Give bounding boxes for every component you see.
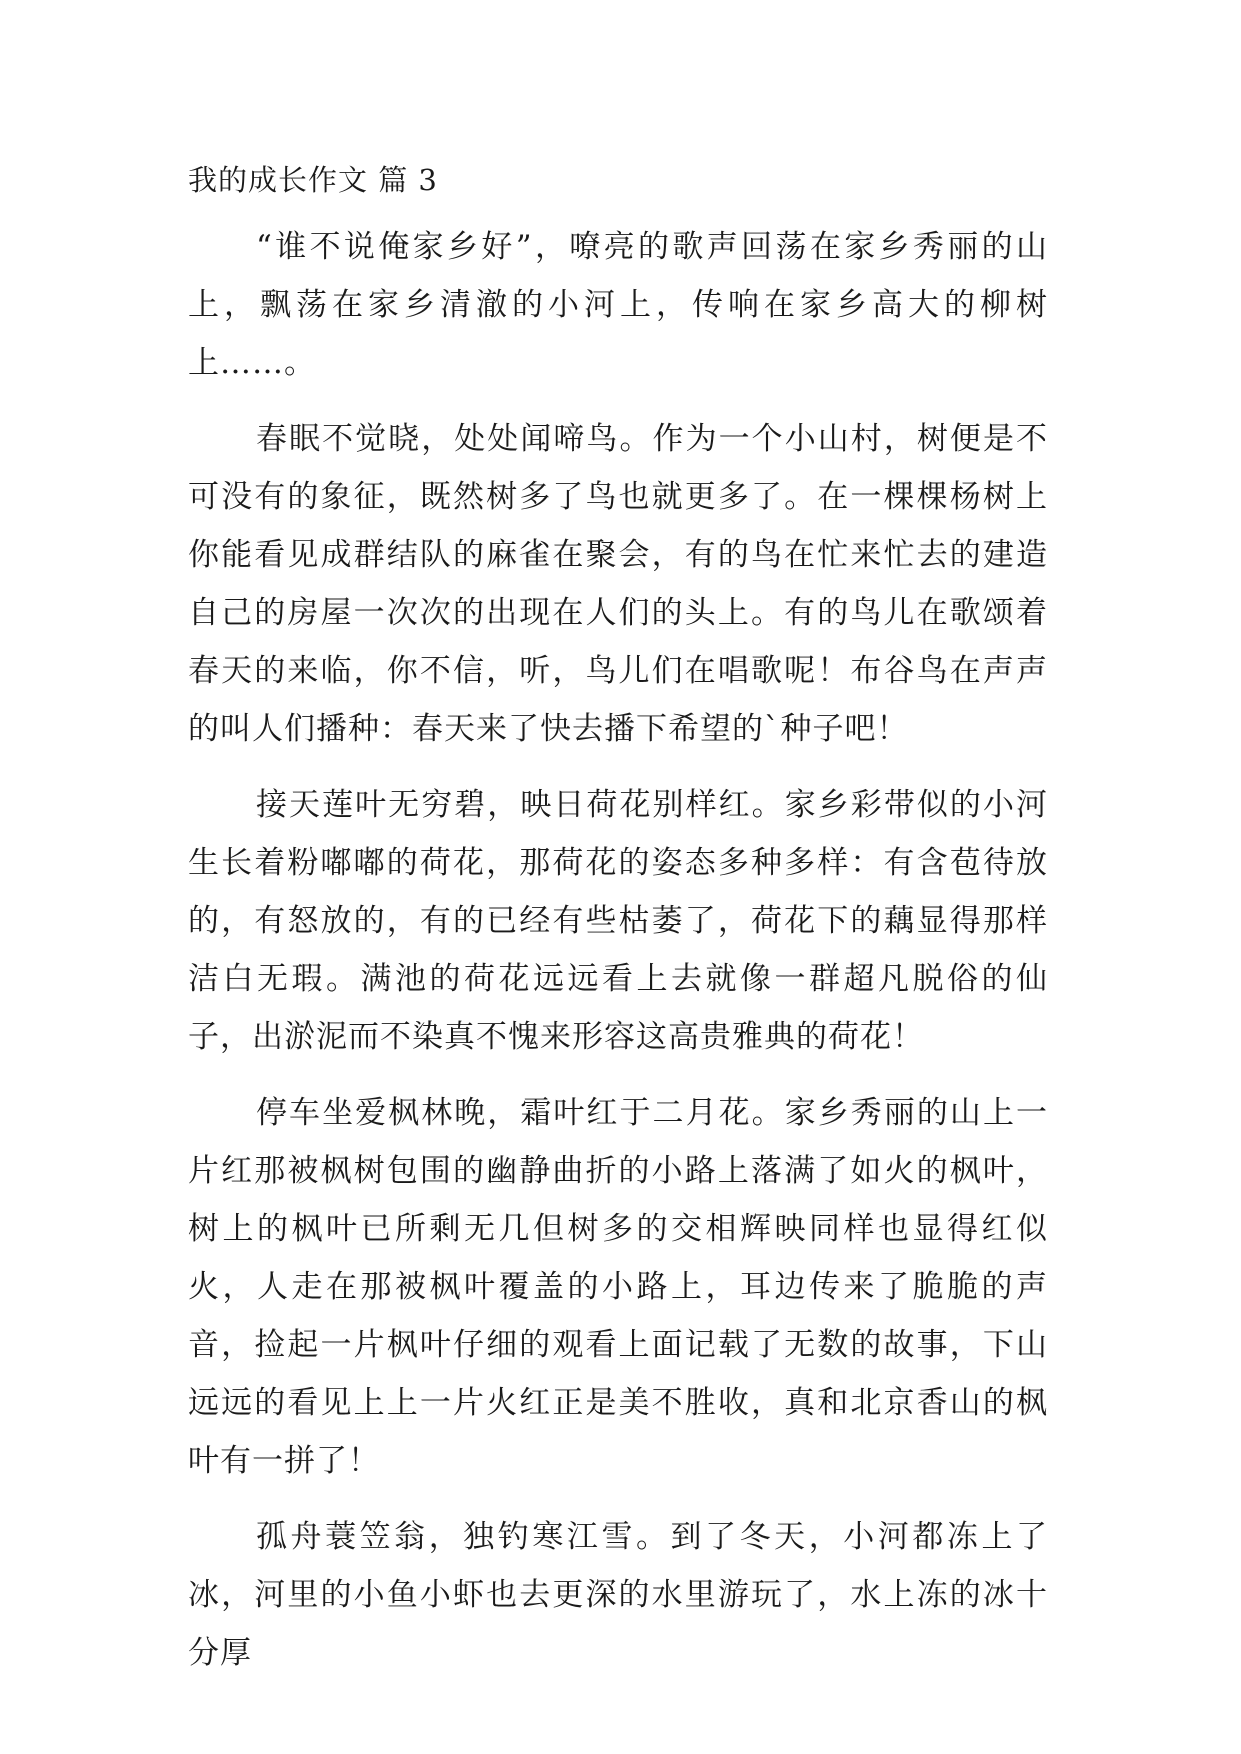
paragraph-3: 接天莲叶无穷碧，映日荷花别样红。家乡彩带似的小河生长着粉嘟嘟的荷花，那荷花的姿态多种多样：有含苞待放的，有怒放的，有的已经有些枯萎了，荷花下的藕显得那样洁白无瑕。满池的荷花远远看上去就像一群超凡脱俗的仙子，出淤泥而不染真不愧来形容这高贵雅典的荷花！ bbox=[188, 787, 1048, 1055]
paragraph-4: 停车坐爱枫林晚，霜叶红于二月花。家乡秀丽的山上一片红那被枫树包围的幽静曲折的小路上落满了如火的枫叶，树上的枫叶已所剩无几但树多的交相辉映同样也显得红似火，人走在那被枫叶覆盖的小路上，耳边传来了脆脆的声音，捡起一片枫叶仔细的观看上面记载了无数的故事，下山远远的看见上上一片火红正是美不胜收，真和北京香山的枫叶有一拼了！ bbox=[188, 1095, 1048, 1479]
paragraph-2: 春眠不觉晓，处处闻啼鸟。作为一个小山村，树便是不可没有的象征，既然树多了鸟也就更多了。在一棵棵杨树上你能看见成群结队的麻雀在聚会，有的鸟在忙来忙去的建造自己的房屋一次次的出现在人们的头上。有的鸟儿在歌颂着春天的来临，你不信，听，鸟儿们在唱歌呢！布谷鸟在声声的叫人们播种：春天来了快去播下希望的`种子吧！ bbox=[188, 421, 1048, 747]
paragraph-5: 孤舟蓑笠翁，独钓寒江雪。到了冬天，小河都冻上了冰，河里的小鱼小虾也去更深的水里游玩了，水上冻的冰十分厚 bbox=[188, 1519, 1048, 1671]
essay-title: 我的成长作文 篇 3 bbox=[188, 163, 438, 197]
paragraph-1: “谁不说俺家乡好”，嘹亮的歌声回荡在家乡秀丽的山上，飘荡在家乡清澈的小河上，传响在家乡高大的柳树上……。 bbox=[188, 229, 1048, 381]
document-body bbox=[188, 160, 1048, 1700]
